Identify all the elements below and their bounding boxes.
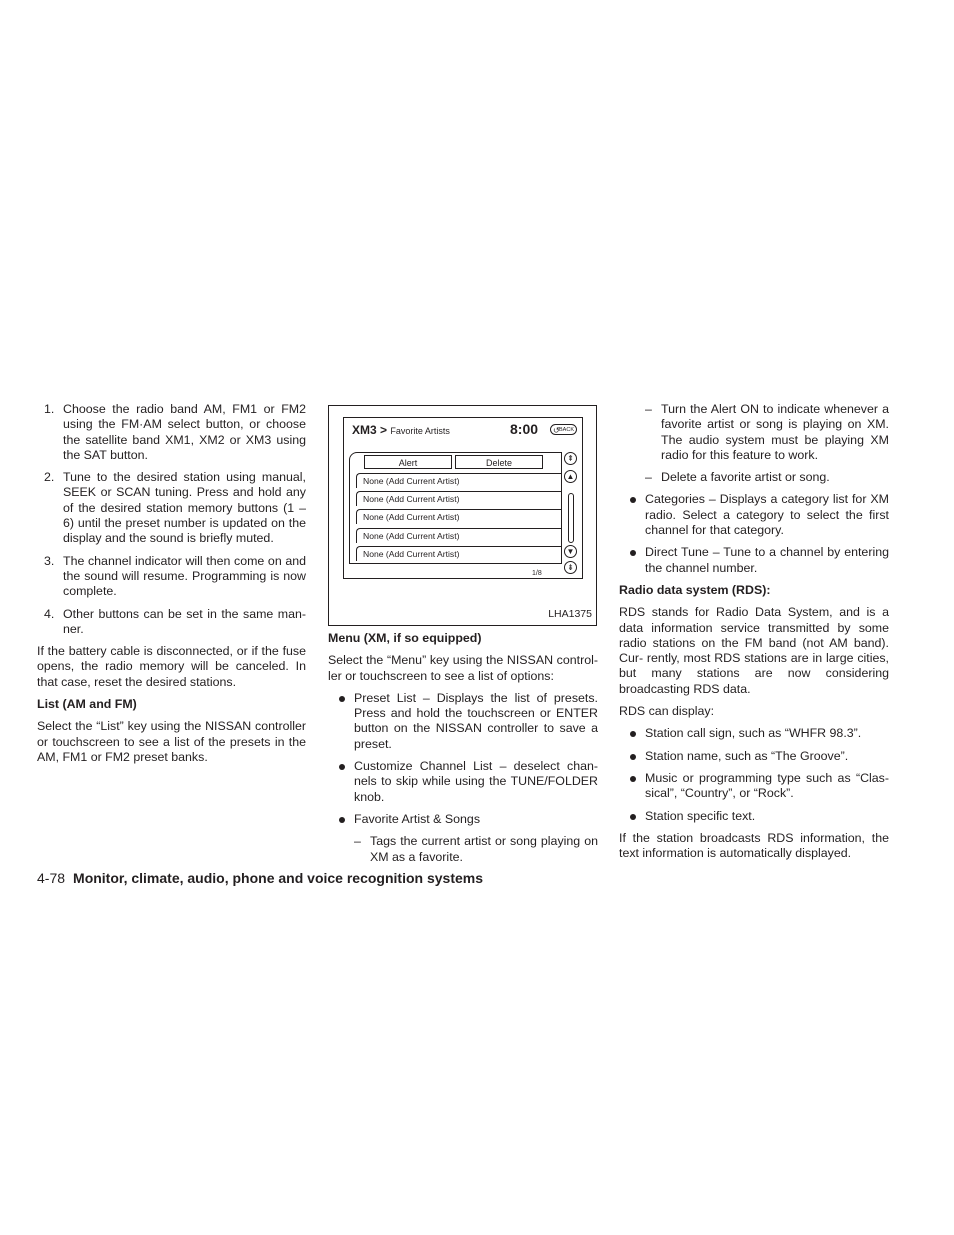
scrollbar[interactable] (568, 493, 574, 543)
menu-intro: Select the “Menu” key using the NISSAN control- ler or touchscreen to see a list of options: (328, 653, 598, 683)
list-item: Favorite Artist & Songs (328, 812, 598, 827)
menu-options-list-continued (619, 492, 889, 575)
clock: 8:00 (510, 421, 539, 437)
scroll-top-icon[interactable]: ⇞ (564, 452, 577, 465)
bullet-icon (630, 754, 636, 760)
bullet-icon (630, 814, 636, 820)
scroll-up-icon[interactable]: ▲ (564, 470, 577, 483)
rds-text: RDS stands for Radio Data System, and is a data information service transmitted by some radio stations on the FM band (not AM band). Cur- rently, most RDS stations are in large cities, but many stations are now considering broadcasting RDS data. (619, 605, 889, 696)
rds-can-display: RDS can display: (619, 704, 715, 719)
step-text: The channel indicator will then come on and the sound will resume. Programming is now complete. (63, 553, 306, 599)
list-item: – Tags the current artist or song playing on XM as a favorite. (354, 834, 598, 864)
step-text: Other buttons can be set in the same man- ner. (63, 606, 306, 636)
bullet-icon (339, 764, 345, 770)
middle-column (328, 631, 598, 872)
list-item: Station specific text. (619, 809, 889, 824)
list-item: Customize Channel List – deselect chan- nels to skip while using the TUNE/FOLDER knob. (328, 759, 598, 805)
list-item: 4. Other buttons can be set in the same man- ner. (44, 606, 306, 636)
rds-display-list (619, 726, 889, 823)
page-footer (37, 871, 483, 886)
rds-final: If the station broadcasts RDS information, the text information is automatically displayed. (619, 830, 889, 861)
favorite-sub-list (328, 834, 598, 865)
list-item: Station name, such as “The Groove”. (619, 749, 889, 764)
table-row[interactable]: None (Add Current Artist) (356, 509, 562, 524)
step-text: Tune to the desired station using manual, SEEK or SCAN tuning. Press and hold any of the desired station memory buttons (1 – 6) until the preset number is updated on the display and the sound is briefly muted. (63, 470, 306, 546)
menu-options-list (328, 691, 598, 827)
display-screen (343, 417, 583, 579)
list-item: Categories – Displays a category list for XM radio. Select a category to select the first channel for that category. (619, 492, 889, 538)
page-number: 4-78 (37, 870, 66, 886)
menu-heading: Menu (XM, if so equipped) (328, 631, 482, 645)
bullet-icon (339, 696, 345, 702)
favorite-sub-list-continued (619, 402, 889, 485)
left-column (37, 402, 306, 765)
preset-steps-list (37, 402, 306, 637)
list-am-fm-text: Select the “List” key using the NISSAN controller or touchscreen to see a list of the presets in the AM, FM1 or FM2 preset banks. (37, 719, 306, 764)
list-item: – Turn the Alert ON to indicate whenever a favorite artist or song is playing on XM. The audio system must be playing XM radio for this feature to work. (645, 402, 889, 462)
table-row[interactable]: None (Add Current Artist) (356, 473, 562, 488)
scroll-bottom-icon[interactable]: ⇟ (564, 561, 577, 574)
bullet-icon (630, 550, 636, 556)
list-item: Preset List – Displays the list of presets. Press and hold the touchscreen or ENTER button on the NISSAN controller to save a preset. (328, 691, 598, 752)
alert-button[interactable]: Alert (364, 455, 452, 469)
list-item: Station call sign, such as “WHFR 98.3”. (619, 726, 889, 741)
step-text: Choose the radio band AM, FM1 or FM2 using the FM·AM select button, or choose the satellite band XM1, XM2 or XM3 using the SAT button. (63, 402, 306, 462)
list-item: 2. Tune to the desired station using manual, SEEK or SCAN tuning. Press and hold any of the desired station memory buttons (1 – 6) until the preset number is updated on the display and the sound is briefly muted. (44, 470, 306, 546)
favorite-artists-figure (328, 405, 597, 626)
bullet-icon (339, 817, 345, 823)
screen-title: Favorite Artists (390, 426, 450, 436)
list-item: 3. The channel indicator will then come on and the sound will resume. Programming is now complete. (44, 553, 306, 599)
list-item: Music or programming type such as “Clas- sical”, “Country”, or “Rock”. (619, 771, 889, 802)
list-item: – Delete a favorite artist or song. (645, 470, 830, 485)
favorites-panel (349, 452, 562, 564)
bullet-icon (630, 776, 636, 782)
scroll-down-icon[interactable]: ▼ (564, 545, 577, 558)
rds-heading: Radio data system (RDS): (619, 582, 771, 597)
page-indicator: 1/8 (532, 570, 542, 577)
list-am-fm-heading: List (AM and FM) (37, 697, 137, 712)
figure-code: LHA1375 (548, 607, 592, 620)
delete-button[interactable]: Delete (455, 455, 543, 469)
right-column (619, 402, 889, 861)
back-button[interactable]: ↺ BACK (550, 424, 577, 435)
screen-header (352, 423, 450, 439)
back-arrow-icon: ↺ (553, 426, 560, 435)
section-title: Monitor, climate, audio, phone and voice recognition systems (73, 870, 483, 886)
bullet-icon (630, 497, 636, 503)
bullet-icon (630, 731, 636, 737)
list-item: Direct Tune – Tune to a channel by entering the channel number. (619, 545, 889, 576)
table-row[interactable]: None (Add Current Artist) (356, 546, 562, 561)
battery-note: If the battery cable is disconnected, or if the fuse opens, the radio memory will be canceled. In that case, reset the desired stations. (37, 644, 306, 689)
table-row[interactable]: None (Add Current Artist) (356, 491, 562, 506)
list-item: 1. Choose the radio band AM, FM1 or FM2 using the FM·AM select button, or choose the satellite band XM1, XM2 or XM3 using the SAT button. (44, 402, 306, 462)
band-label: XM3 > (352, 423, 388, 437)
table-row[interactable]: None (Add Current Artist) (356, 528, 562, 543)
